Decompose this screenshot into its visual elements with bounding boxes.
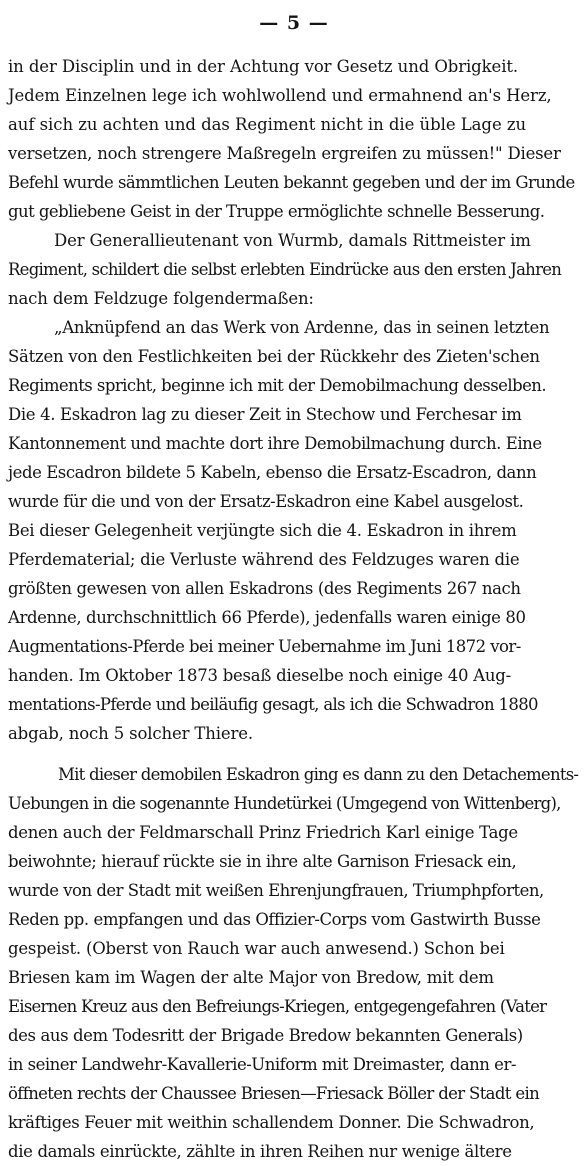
- text-line: Briesen kam im Wagen der alte Major von Bredow, mit dem: [8, 968, 494, 987]
- text-line: in der Disciplin und in der Achtung vor Gesetz und Obrigkeit.: [8, 57, 519, 76]
- text-line: abgab, noch 5 solcher Thiere.: [8, 724, 253, 743]
- text-line: Augmentations-Pferde bei meiner Uebernahme im Juni 1872 vor-: [8, 637, 521, 656]
- page-body: [8, 52, 578, 1166]
- text-line: auf sich zu achten und das Regiment nicht in die üble Lage zu: [8, 115, 527, 134]
- text-line: beiwohnte; hierauf rückte sie in ihre alte Garnison Friesack ein,: [8, 852, 517, 871]
- text-line: Der Generallieutenant von Wurmb, damals Rittmeister im: [54, 231, 531, 250]
- text-line: kräftiges Feuer mit weithin schallendem Donner. Die Schwadron,: [8, 1113, 535, 1132]
- text-line: Reden pp. empfangen und das Offizier-Corps vom Gastwirth Busse: [8, 910, 541, 929]
- text-line: wurde von der Stadt mit weißen Ehrenjungfrauen, Triumphpforten,: [8, 881, 544, 900]
- text-line: gut gebliebene Geist in der Truppe ermöglichte schnelle Besserung.: [8, 202, 545, 221]
- text-line: Eisernen Kreuz aus den Befreiungs-Kriegen, entgegengefahren (Vater: [8, 997, 547, 1016]
- text-line: Kantonnement und machte dort ihre Demobilmachung durch. Eine: [8, 434, 542, 453]
- text-line: Regiment, schildert die selbst erlebten Eindrücke aus den ersten Jahren: [8, 260, 562, 279]
- text-line: Jedem Einzelnen lege ich wohlwollend und ermahnend an's Herz,: [8, 86, 552, 105]
- text-line: handen. Im Oktober 1873 besaß dieselbe noch einige 40 Aug-: [8, 666, 511, 685]
- text-line: Die 4. Eskadron lag zu dieser Zeit in Stechow und Ferchesar im: [8, 405, 522, 424]
- paragraph: [8, 313, 578, 748]
- text-line: Sätzen von den Festlichkeiten bei der Rückkehr des Zieten'schen: [8, 347, 540, 366]
- text-line: die damals einrückte, zählte in ihren Reihen nur wenige ältere: [8, 1142, 512, 1161]
- text-line: denen auch der Feldmarschall Prinz Friedrich Karl einige Tage: [8, 823, 518, 842]
- text-line: Bei dieser Gelegenheit verjüngte sich die 4. Eskadron in ihrem: [8, 521, 517, 540]
- text-line: Ardenne, durchschnittlich 66 Pferde), jedenfalls waren einige 80: [8, 608, 526, 627]
- text-line: Uebungen in die sogenannte Hundetürkei (Umgegend von Wittenberg),: [8, 794, 561, 813]
- text-line: größten gewesen von allen Eskadrons (des Regiments 267 nach: [8, 579, 521, 598]
- text-line: Regiments spricht, beginne ich mit der Demobilmachung desselben.: [8, 376, 547, 395]
- page-number: — 5 —: [259, 12, 329, 34]
- text-line: wurde für die und von der Ersatz-Eskadron eine Kabel ausgelost.: [8, 492, 524, 511]
- text-line: Mit dieser demobilen Eskadron ging es dann zu den Detachements-: [58, 765, 579, 784]
- text-line: des aus dem Todesritt der Brigade Bredow bekannten Generals): [8, 1026, 523, 1045]
- text-line: Pferdematerial; die Verluste während des Feldzuges waren die: [8, 550, 520, 569]
- text-line: öffneten rechts der Chaussee Briesen—Friesack Böller der Stadt ein: [8, 1084, 540, 1103]
- text-line: mentations-Pferde und beiläufig gesagt, als ich die Schwadron 1880: [8, 695, 538, 714]
- text-line: versetzen, noch strengere Maßregeln ergreifen zu müssen!" Dieser: [8, 144, 561, 163]
- paragraph: [8, 226, 578, 313]
- text-line: „Anknüpfend an das Werk von Ardenne, das in seinen letzten: [54, 318, 550, 337]
- text-line: nach dem Feldzuge folgendermaßen:: [8, 289, 314, 308]
- text-line: Befehl wurde sämmtlichen Leuten bekannt gegeben und der im Grunde: [8, 173, 575, 192]
- text-line: gespeist. (Oberst von Rauch war auch anwesend.) Schon bei: [8, 939, 505, 958]
- text-line: jede Escadron bildete 5 Kabeln, ebenso die Ersatz-Escadron, dann: [8, 463, 537, 482]
- text-line: in seiner Landwehr-Kavallerie-Uniform mit Dreimaster, dann er-: [8, 1055, 516, 1074]
- paragraph: [8, 760, 578, 1166]
- paragraph: [8, 52, 578, 226]
